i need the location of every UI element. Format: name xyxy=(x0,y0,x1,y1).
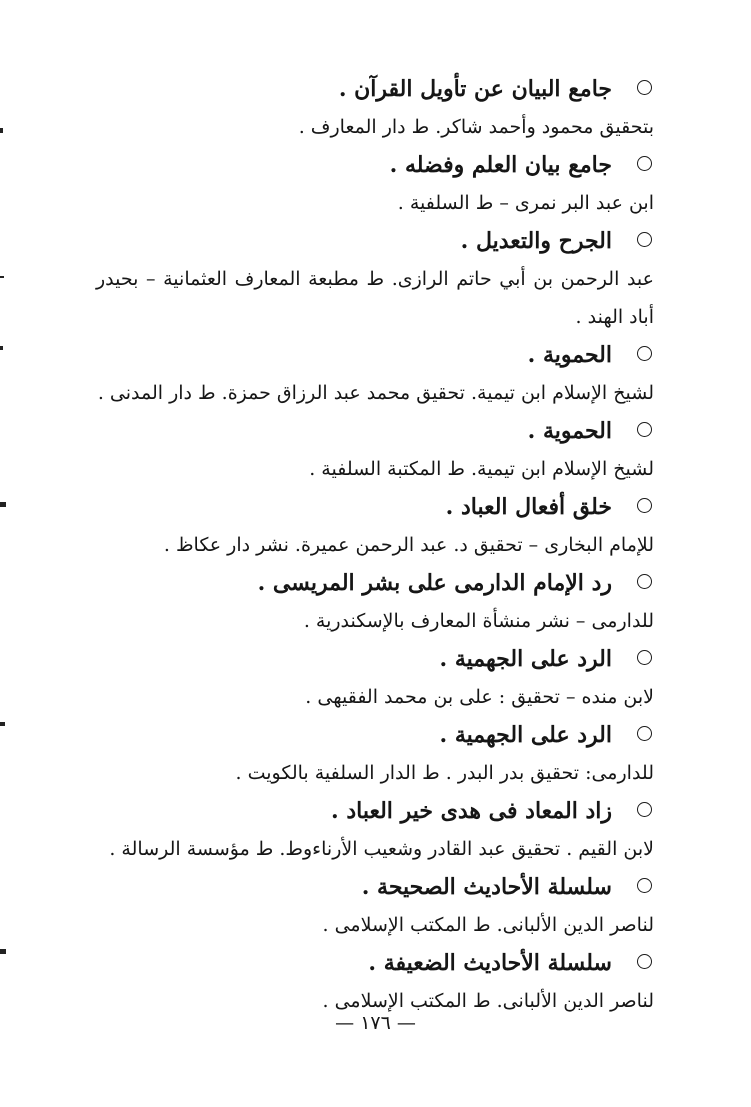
bibliography-entry xyxy=(96,146,656,222)
entry-detail: للدارمى – نشر منشأة المعارف بالإسكندرية . xyxy=(303,610,654,632)
bibliography-entry xyxy=(96,640,656,716)
scan-edge-mark xyxy=(0,346,3,350)
scan-edge-mark xyxy=(0,276,4,278)
bibliography-entry xyxy=(96,564,656,640)
circle-bullet-icon xyxy=(637,422,652,437)
entry-title: جامع بيان العلم وفضله . xyxy=(389,152,612,178)
entry-title-line xyxy=(96,564,656,602)
entry-title-line xyxy=(96,640,656,678)
circle-bullet-icon xyxy=(637,574,652,589)
bibliography-entry xyxy=(96,792,656,868)
entry-title-line xyxy=(96,792,656,830)
scan-edge-mark xyxy=(0,949,6,954)
entry-title-line xyxy=(96,336,656,374)
bibliography-entry xyxy=(96,488,656,564)
entry-detail: لشيخ الإسلام ابن تيمية. ط المكتبة السلفية . xyxy=(309,458,654,480)
entry-detail: لابن منده – تحقيق : على بن محمد الفقيهى . xyxy=(305,686,654,708)
entry-title: الحموية . xyxy=(527,418,612,444)
entry-title: جامع البيان عن تأويل القرآن . xyxy=(338,76,612,102)
page-number: — ١٧٦ — xyxy=(335,1012,416,1034)
circle-bullet-icon xyxy=(637,156,652,171)
entry-title: خلق أفعال العباد . xyxy=(445,494,612,520)
scan-edge-mark xyxy=(0,502,6,507)
entry-title-line xyxy=(96,488,656,526)
entry-title: سلسلة الأحاديث الصحيحة . xyxy=(361,874,612,900)
circle-bullet-icon xyxy=(637,232,652,247)
entry-title: سلسلة الأحاديث الضعيفة . xyxy=(368,950,612,976)
entry-title: الرد على الجهمية . xyxy=(439,722,612,748)
circle-bullet-icon xyxy=(637,954,652,969)
entry-detail: للدارمى: تحقيق بدر البدر . ط الدار السلفية بالكويت . xyxy=(235,762,654,784)
bibliography-entry xyxy=(96,868,656,944)
scan-edge-mark xyxy=(0,722,5,726)
entry-title-line xyxy=(96,146,656,184)
circle-bullet-icon xyxy=(637,726,652,741)
entry-detail: عبد الرحمن بن أبي حاتم الرازى. ط مطبعة المعارف العثمانية – بحيدر xyxy=(96,268,654,290)
circle-bullet-icon xyxy=(637,498,652,513)
entry-title-line xyxy=(96,868,656,906)
entry-title: الجرح والتعديل . xyxy=(460,228,612,254)
entry-title-line xyxy=(96,412,656,450)
entry-title: رد الإمام الدارمى على بشر المريسى . xyxy=(257,570,612,596)
bibliography-entry xyxy=(96,944,656,1020)
bibliography-entry xyxy=(96,222,656,336)
circle-bullet-icon xyxy=(637,80,652,95)
entry-title-line xyxy=(96,944,656,982)
entry-detail: بتحقيق محمود وأحمد شاكر. ط دار المعارف . xyxy=(298,116,654,138)
entry-detail: لابن القيم . تحقيق عبد القادر وشعيب الأرناءوط. ط مؤسسة الرسالة . xyxy=(109,838,654,860)
entry-title-line xyxy=(96,70,656,108)
bibliography-entry xyxy=(96,70,656,146)
scan-edge-mark xyxy=(0,128,3,133)
entry-title: الحموية . xyxy=(527,342,612,368)
entry-detail: للإمام البخارى – تحقيق د. عبد الرحمن عميرة. نشر دار عكاظ . xyxy=(163,534,654,556)
entry-title: الرد على الجهمية . xyxy=(439,646,612,672)
entry-title-line xyxy=(96,716,656,754)
entry-detail: ابن عبد البر نمرى – ط السلفية . xyxy=(397,192,654,214)
circle-bullet-icon xyxy=(637,802,652,817)
entry-title: زاد المعاد فى هدى خير العباد . xyxy=(331,798,612,824)
entry-detail: لناصر الدين الألبانى. ط المكتب الإسلامى . xyxy=(322,990,654,1012)
bibliography-entry xyxy=(96,412,656,488)
bibliography-entry xyxy=(96,336,656,412)
bibliography-entry xyxy=(96,716,656,792)
entry-detail-continuation: أباد الهند . xyxy=(575,306,654,328)
entry-title-line xyxy=(96,222,656,260)
bibliography-list xyxy=(96,70,656,1020)
circle-bullet-icon xyxy=(637,346,652,361)
circle-bullet-icon xyxy=(637,878,652,893)
entry-detail: لناصر الدين الألبانى. ط المكتب الإسلامى . xyxy=(322,914,654,936)
entry-detail: لشيخ الإسلام ابن تيمية. تحقيق محمد عبد الرزاق حمزة. ط دار المدنى . xyxy=(97,382,654,404)
circle-bullet-icon xyxy=(637,650,652,665)
